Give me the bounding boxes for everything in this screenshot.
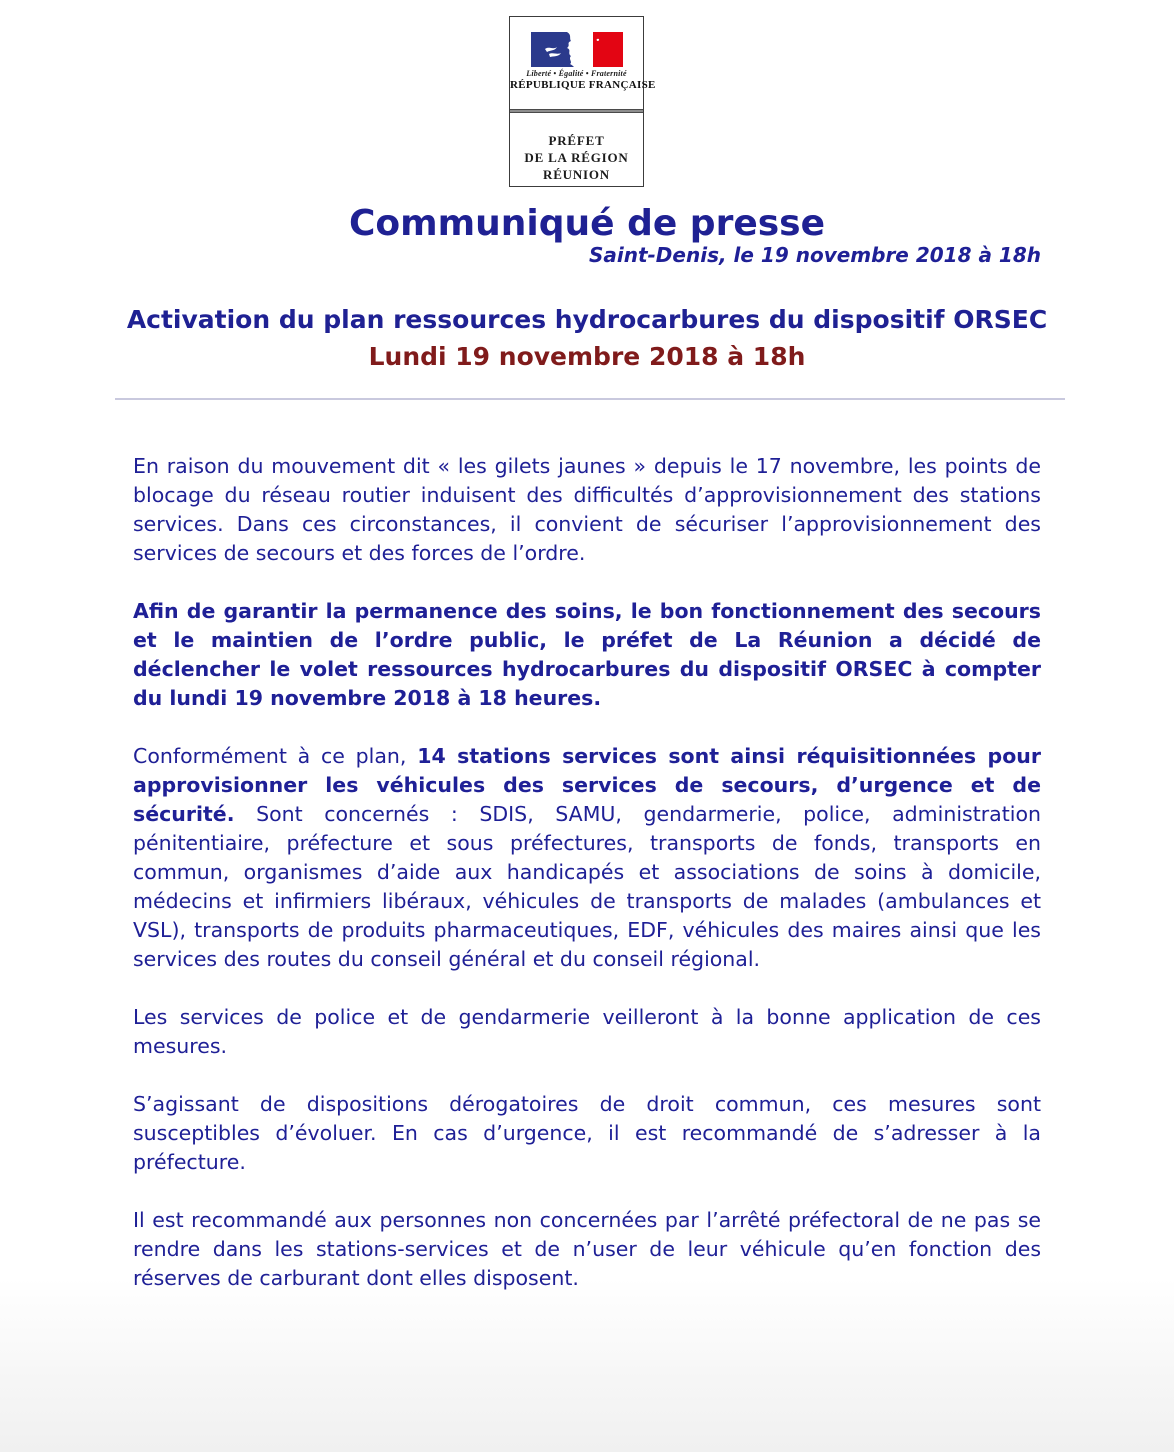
paragraph-bold-text: Afin de garantir la permanence des soins, le bon fonctionnement des secours et le maintien de l’ordre public, le préfet de La Réunion a décidé de déclencher le volet ressources hydrocarbures du dispositif ORSEC à compter du lundi 19 novembre 2018 à 18 heures. <box>133 599 1041 710</box>
logo-motto: Liberté • Égalité • Fraternité <box>526 69 627 78</box>
body-paragraph <box>133 1003 1041 1061</box>
paragraph-text: Sont concernés : SDIS, SAMU, gendarmerie, police, administration pénitentiaire, préfecture et sous préfectures, transports de fonds, transports en commun, organismes d’aide aux handicapés et associations de soins à domicile, médecins et infirmiers libéraux, véhicules de transports de malades (ambulances et VSL), transports de produits pharmaceutiques, EDF, véhicules des maires ainsi que les services des routes du conseil général et du conseil régional. <box>133 802 1041 971</box>
prefect-title <box>510 113 643 183</box>
dateline: Saint-Denis, le 19 novembre 2018 à 18h <box>588 243 1041 267</box>
headline-date: Lundi 19 novembre 2018 à 18h <box>368 342 806 371</box>
republique-francaise-logo <box>510 17 656 103</box>
logo-republic-name: RÉPUBLIQUE FRANÇAISE <box>510 79 656 91</box>
prefecture-logo <box>509 16 656 187</box>
body-paragraph <box>133 452 1041 568</box>
marianne-flag-icon <box>531 32 623 67</box>
paragraph-bold-text: 14 stations services sont ainsi réquisitionnées pour approvisionner les véhicules des services de secours, d’urgence et de sécurité. <box>133 744 1041 826</box>
horizontal-divider <box>115 398 1065 400</box>
body-paragraph <box>133 1206 1041 1293</box>
paragraph-text: Conformément à ce plan, <box>133 744 418 768</box>
document-type-title: Communiqué de presse <box>348 203 826 244</box>
body-paragraph <box>133 1090 1041 1177</box>
paragraph-text: Les services de police et de gendarmerie veilleront à la bonne application de ces mesures. <box>133 1005 1041 1058</box>
body-paragraph <box>133 742 1041 974</box>
paragraph-text: En raison du mouvement dit « les gilets jaunes » depuis le 17 novembre, les points de blocage du réseau routier induisent des difficultés d’approvisionnement des stations services. Dans ces circonstances, il convient de sécuriser l’approvisionnement des services de secours et des forces de l’ordre. <box>133 454 1041 565</box>
prefect-line-1: PRÉFET <box>548 133 605 148</box>
paragraph-text: Il est recommandé aux personnes non concernées par l’arrêté préfectoral de ne pas se rendre dans les stations-services et de n’user de leur véhicule qu’en fonction des réserves de carburant dont elles disposent. <box>133 1208 1041 1290</box>
press-release-headline <box>60 301 1114 375</box>
body-text <box>133 452 1041 1322</box>
headline-subject: Activation du plan ressources hydrocarbures du dispositif ORSEC <box>126 305 1048 334</box>
prefect-line-3: RÉUNION <box>543 167 610 182</box>
prefect-line-2: DE LA RÉGION <box>524 150 629 165</box>
paragraph-text: S’agissant de dispositions dérogatoires de droit commun, ces mesures sont susceptibles d’évoluer. En cas d’urgence, il est recommandé de s’adresser à la préfecture. <box>133 1092 1041 1174</box>
body-paragraph <box>133 597 1041 713</box>
